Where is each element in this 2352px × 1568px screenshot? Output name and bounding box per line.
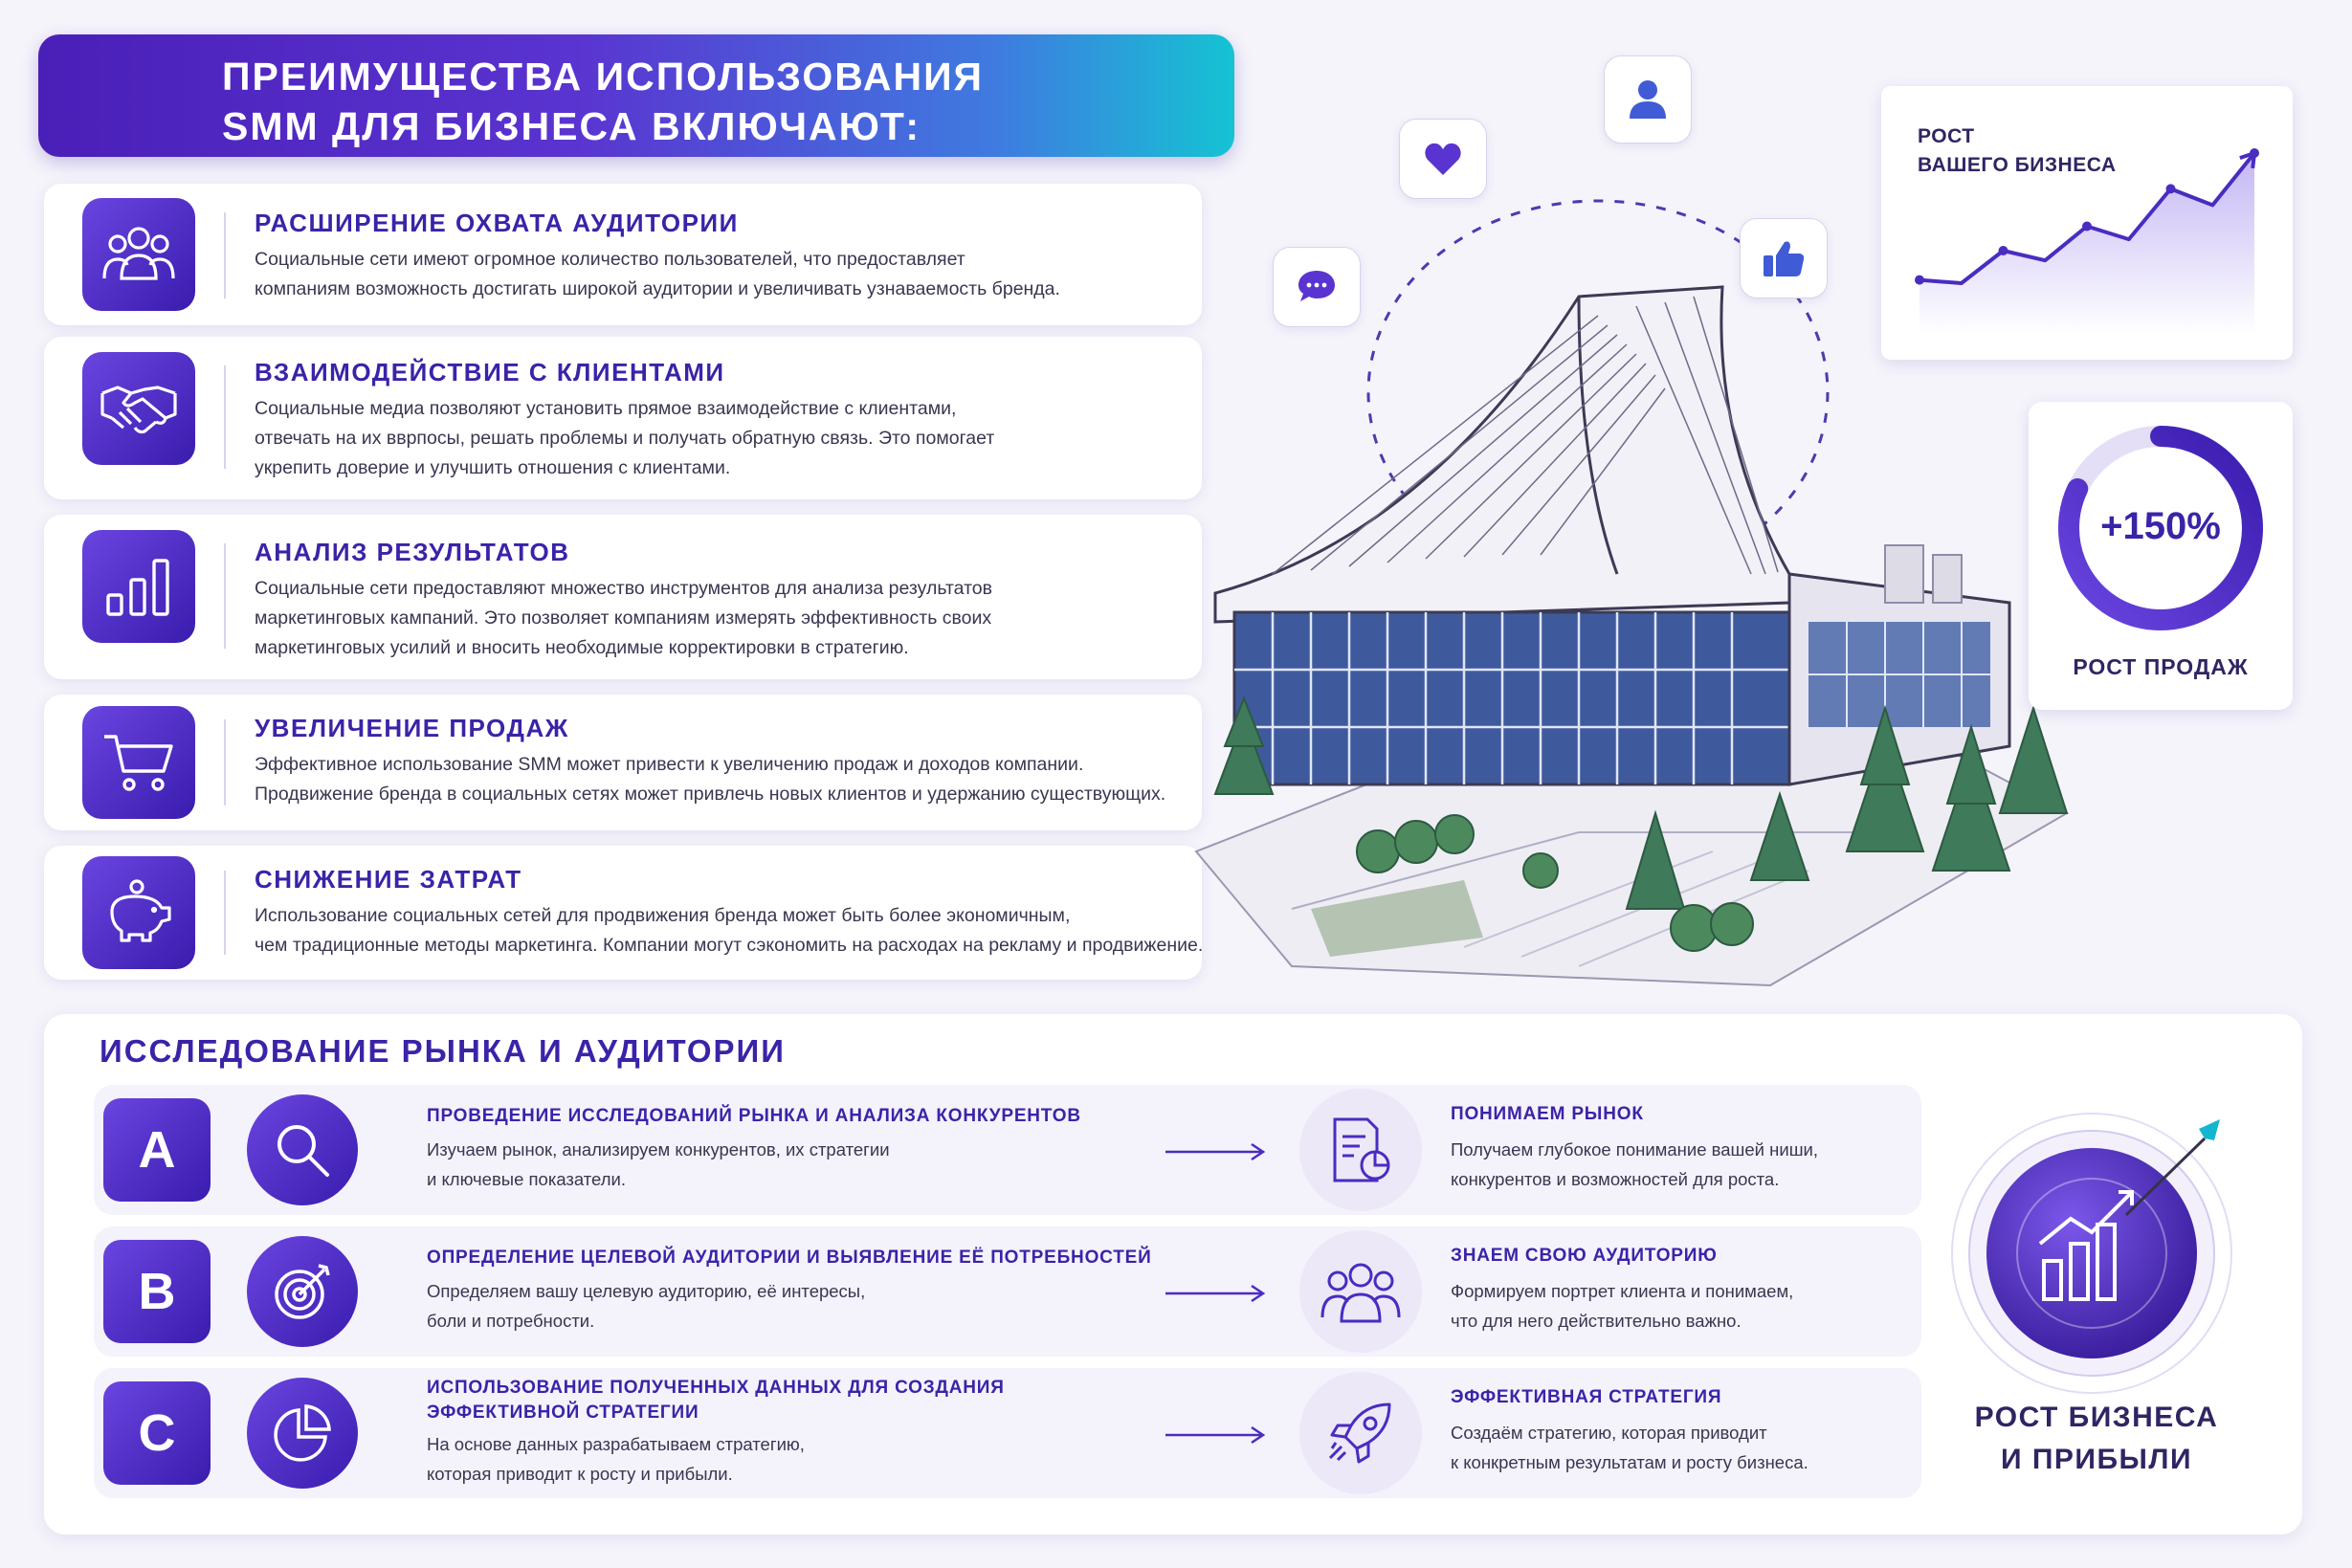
result-title: ЭФФЕКТИВНАЯ СТРАТЕГИЯ xyxy=(1451,1387,1722,1407)
growth-area xyxy=(1919,153,2254,335)
magnifier-icon xyxy=(247,1094,358,1205)
growth-point xyxy=(1999,246,2008,255)
heart-icon xyxy=(1399,119,1487,199)
growth-title: РОСТ ВАШЕГО БИЗНЕСА xyxy=(1918,125,2117,176)
piggy-bank-icon xyxy=(82,856,195,969)
benefit-card-reach xyxy=(44,184,1202,325)
benefit-text: Социальные сети предоставляют множество инструментов для анализа результатов маркетинговых кампаний. Это позволяет компаниям измерять эффективность своих маркетинговых усилий и вносить необходимые корректировки в стратегию. xyxy=(255,578,993,658)
step-title: ПРОВЕДЕНИЕ ИССЛЕДОВАНИЙ РЫНКА И АНАЛИЗА КОНКУРЕНТОВ xyxy=(427,1106,1081,1126)
thumbs-up-icon xyxy=(1740,218,1828,298)
goal-caption: РОСТ БИЗНЕСА И ПРИБЫЛИ xyxy=(1974,1402,2219,1475)
growth-target-icon xyxy=(1948,1100,2245,1397)
benefit-card-analytics xyxy=(44,515,1202,679)
research-section xyxy=(44,1014,2302,1535)
step-text: Определяем вашу целевую аудиторию, её интересы, боли и потребности. xyxy=(427,1281,866,1331)
sales-label: РОСТ ПРОДАЖ xyxy=(2073,654,2249,679)
result-text: Получаем глубокое понимание вашей ниши, конкурентов и возможностей для роста. xyxy=(1451,1139,1819,1189)
research-title: ИССЛЕДОВАНИЕ РЫНКА И АУДИТОРИИ xyxy=(100,1033,786,1069)
research-step-c xyxy=(94,1368,1921,1498)
result-title: ЗНАЕМ СВОЮ АУДИТОРИЮ xyxy=(1451,1246,1718,1266)
benefit-text: Эффективное использование SMM может привести к увеличению продаж и доходов компании. Продвижение бренда в социальных сетях может привлечь новых клиентов и удержанию существующих. xyxy=(255,754,1166,805)
benefit-text: Социальные медиа позволяют установить прямое взаимодействие с клиентами, отвечать на их вврпосы, решать проблемы и получать обратную связь. Это помогает укрепить доверие и улучшить отношения с клиентами. xyxy=(255,398,995,478)
benefit-card-engagement xyxy=(44,337,1202,499)
shopping-cart-icon xyxy=(82,706,195,819)
benefit-title: ВЗАИМОДЕЙСТВИЕ С КЛИЕНТАМИ xyxy=(255,358,725,386)
pie-chart-icon xyxy=(247,1378,358,1489)
handshake-icon xyxy=(82,352,195,465)
page-title: ПРЕИМУЩЕСТВА ИСПОЛЬЗОВАНИЯ SMM ДЛЯ БИЗНЕСА ВКЛЮЧАЮТ: xyxy=(222,55,985,148)
benefit-text: Социальные сети имеют огромное количество пользователей, что предоставляет компаниям возможность достигать широкой аудитории и увеличивать узнаваемость бренда. xyxy=(255,249,1060,299)
step-letter: B xyxy=(103,1240,211,1343)
research-step-a xyxy=(94,1085,1921,1215)
card-divider xyxy=(224,871,226,955)
growth-point xyxy=(2166,184,2176,193)
research-step-b xyxy=(94,1226,1921,1357)
arrow-right-icon xyxy=(1165,1425,1267,1445)
step-text: На основе данных разрабатываем стратегию, которая приводит к росту и прибыли. xyxy=(427,1434,805,1484)
growth-widget xyxy=(1881,86,2293,360)
card-divider xyxy=(224,543,226,649)
rocket-icon xyxy=(1299,1372,1422,1494)
result-text: Создаём стратегию, которая приводит к конкретным результатам и росту бизнеса. xyxy=(1451,1423,1808,1472)
benefit-title: СНИЖЕНИЕ ЗАТРАТ xyxy=(255,865,522,894)
step-title: ОПРЕДЕЛЕНИЕ ЦЕЛЕВОЙ АУДИТОРИИ И ВЫЯВЛЕНИЕ ЕЁ ПОТРЕБНОСТЕЙ xyxy=(427,1248,1152,1268)
chat-icon xyxy=(1273,247,1361,327)
target-icon xyxy=(247,1236,358,1347)
result-title: ПОНИМАЕМ РЫНОК xyxy=(1451,1104,1644,1124)
growth-trend-chart xyxy=(1910,144,2274,344)
people-group-icon xyxy=(82,198,195,311)
card-divider xyxy=(224,212,226,298)
header-banner xyxy=(38,34,1234,157)
benefit-title: РАСШИРЕНИЕ ОХВАТА АУДИТОРИИ xyxy=(255,209,739,237)
step-letter: C xyxy=(103,1381,211,1485)
arrow-right-icon xyxy=(1165,1284,1267,1303)
result-text: Формируем портрет клиента и понимаем, что для него действительно важно. xyxy=(1451,1281,1794,1331)
bar-chart-icon xyxy=(82,530,195,643)
card-divider xyxy=(224,719,226,806)
growth-point xyxy=(1915,276,1924,285)
report-icon xyxy=(1299,1089,1422,1211)
audience-icon xyxy=(1299,1230,1422,1353)
step-text: Изучаем рынок, анализируем конкурентов, их стратегии и ключевые показатели. xyxy=(427,1139,890,1189)
benefit-title: АНАЛИЗ РЕЗУЛЬТАТОВ xyxy=(255,538,570,566)
step-letter: A xyxy=(103,1098,211,1202)
sales-value: +150% xyxy=(2100,505,2221,547)
benefit-card-costs xyxy=(44,846,1202,980)
arrow-right-icon xyxy=(1165,1142,1267,1161)
benefit-text: Использование социальных сетей для продвижения бренда может быть более экономичным, чем традиционные методы маркетинга. Компании могут сэкономить на расходах на рекламу и продвижение. xyxy=(255,905,1204,956)
sales-widget xyxy=(2029,402,2293,710)
card-divider xyxy=(224,365,226,469)
benefit-title: УВЕЛИЧЕНИЕ ПРОДАЖ xyxy=(255,714,569,742)
step-title: ИСПОЛЬЗОВАНИЕ ПОЛУЧЕННЫХ ДАННЫХ ДЛЯ СОЗДАНИЯ ЭФФЕКТИВНОЙ СТРАТЕГИИ xyxy=(427,1378,1005,1423)
growth-point xyxy=(2082,222,2092,232)
user-icon xyxy=(1604,55,1692,144)
benefit-card-sales xyxy=(44,695,1202,830)
